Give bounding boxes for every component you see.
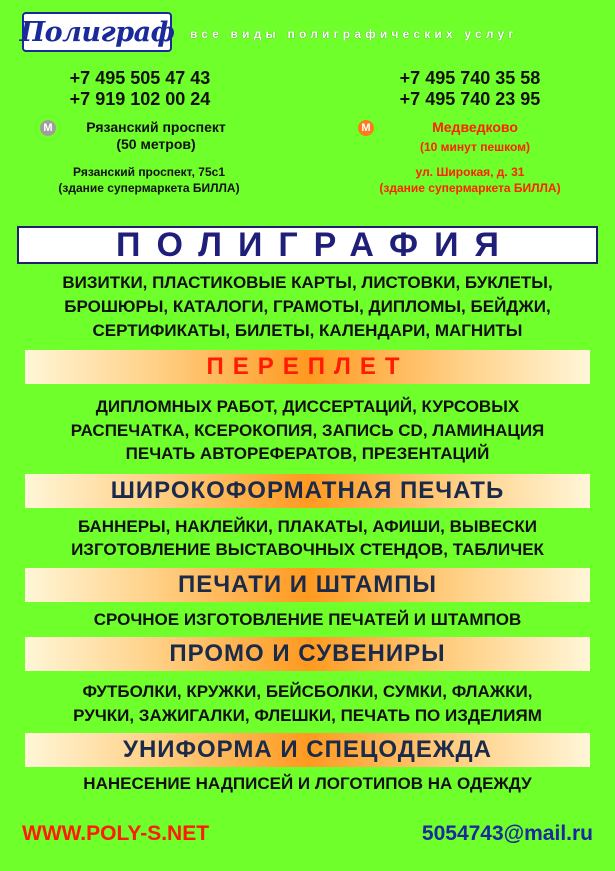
stamps-title: ПЕЧАТИ И ШТАМПЫ bbox=[177, 571, 438, 598]
wide-format-banner bbox=[25, 474, 590, 508]
promo-line-2: РУЧКИ, ЗАЖИГАЛКИ, ФЛЕШКИ, ПЕЧАТЬ ПО ИЗДЕЛИЯМ bbox=[73, 706, 542, 725]
promo-banner bbox=[25, 637, 590, 671]
wide-format-line-1: БАННЕРЫ, НАКЛЕЙКИ, ПЛАКАТЫ, АФИШИ, ВЫВЕСКИ bbox=[77, 517, 538, 536]
left-distance: (50 метров) bbox=[116, 136, 196, 152]
wide-format-title: ШИРОКОФОРМАТНАЯ ПЕЧАТЬ bbox=[110, 477, 505, 504]
printing-line-1: ВИЗИТКИ, ПЛАСТИКОВЫЕ КАРТЫ, ЛИСТОВКИ, БУКЛЕТЫ, bbox=[62, 273, 553, 292]
right-station: Медведково bbox=[432, 119, 518, 135]
left-station: Рязанский проспект bbox=[86, 119, 226, 135]
uniform-line-1: НАНЕСЕНИЕ НАДПИСЕЙ И ЛОГОТИПОВ НА ОДЕЖДУ bbox=[83, 774, 532, 793]
metro-icon: М bbox=[40, 120, 56, 136]
binding-line-2: РАСПЕЧАТКА, КСЕРОКОПИЯ, ЗАПИСЬ CD, ЛАМИНАЦИЯ bbox=[70, 421, 545, 440]
promo-line-1: ФУТБОЛКИ, КРУЖКИ, БЕЙСБОЛКИ, СУМКИ, ФЛАЖКИ, bbox=[82, 682, 533, 701]
uniform-banner bbox=[25, 733, 590, 767]
tagline: все виды полиграфических услуг bbox=[190, 27, 518, 41]
right-distance: (10 минут пешком) bbox=[419, 140, 531, 154]
printing-line-2: БРОШЮРЫ, КАТАЛОГИ, ГРАМОТЫ, ДИПЛОМЫ, БЕЙДЖИ, bbox=[64, 297, 551, 316]
binding-title: ПЕРЕПЛЕТ bbox=[206, 353, 409, 380]
right-phone-1[interactable]: +7 495 740 35 58 bbox=[399, 68, 541, 88]
right-address: ул. Широкая, д. 31 bbox=[415, 165, 525, 179]
left-phone-1[interactable]: +7 495 505 47 43 bbox=[69, 68, 211, 88]
stamps-line-1: СРОЧНОЕ ИЗГОТОВЛЕНИЕ ПЕЧАТЕЙ И ШТАМПОВ bbox=[93, 610, 522, 629]
binding-line-1: ДИПЛОМНЫХ РАБОТ, ДИССЕРТАЦИЙ, КУРСОВЫХ bbox=[95, 397, 520, 416]
uniform-title: УНИФОРМА И СПЕЦОДЕЖДА bbox=[123, 736, 492, 763]
right-phone-2[interactable]: +7 495 740 23 95 bbox=[399, 89, 541, 109]
printing-banner bbox=[17, 226, 598, 264]
printing-title: ПОЛИГРАФИЯ bbox=[116, 225, 515, 264]
binding-banner bbox=[25, 350, 590, 384]
left-phone-2[interactable]: +7 919 102 00 24 bbox=[69, 89, 211, 109]
left-address: Рязанский проспект, 75с1 bbox=[72, 165, 226, 179]
wide-format-line-2: ИЗГОТОВЛЕНИЕ ВЫСТАВОЧНЫХ СТЕНДОВ, ТАБЛИЧЕК bbox=[71, 540, 544, 559]
left-landmark: (здание супермаркета БИЛЛА) bbox=[58, 181, 240, 195]
logo bbox=[19, 12, 175, 52]
logo-text: Полиграф bbox=[19, 16, 175, 48]
stamps-banner bbox=[25, 568, 590, 602]
metro-icon: М bbox=[358, 120, 374, 136]
binding-line-3: ПЕЧАТЬ АВТОРЕФЕРАТОВ, ПРЕЗЕНТАЦИЙ bbox=[125, 444, 490, 463]
right-landmark: (здание супермаркета БИЛЛА) bbox=[379, 181, 561, 195]
printing-line-3: СЕРТИФИКАТЫ, БИЛЕТЫ, КАЛЕНДАРИ, МАГНИТЫ bbox=[92, 321, 523, 340]
website-link[interactable]: WWW.POLY-S.NET bbox=[22, 822, 210, 845]
email-link[interactable]: 5054743@mail.ru bbox=[421, 822, 593, 845]
promo-title: ПРОМО И СУВЕНИРЫ bbox=[169, 640, 446, 667]
